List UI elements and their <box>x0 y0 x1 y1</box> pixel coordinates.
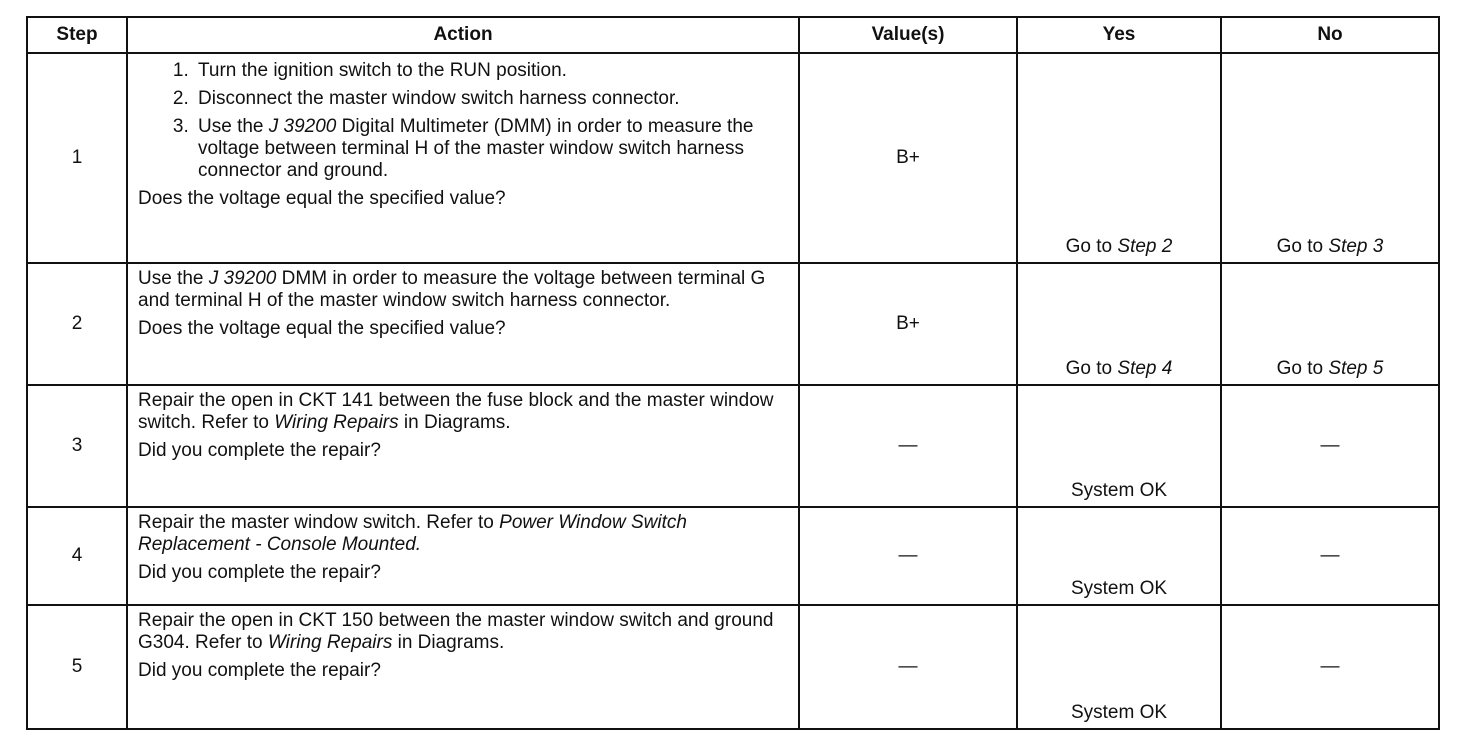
yes-cell: System OK <box>1017 605 1221 729</box>
step-reference: Step 4 <box>1117 358 1173 379</box>
no-cell: — <box>1221 605 1439 729</box>
header-no: No <box>1221 17 1439 53</box>
header-yes: Yes <box>1017 17 1221 53</box>
table-row <box>27 385 1439 507</box>
action-cell <box>127 605 799 729</box>
tool-reference: J 39200 <box>208 268 277 289</box>
action-cell <box>127 385 799 507</box>
question: Did you complete the repair? <box>138 440 381 461</box>
question: Does the voltage equal the specified value? <box>138 188 506 209</box>
table-row <box>27 53 1439 263</box>
value-cell: — <box>799 605 1017 729</box>
table-row <box>27 263 1439 385</box>
action-text <box>138 390 788 434</box>
text-fragment: in Diagrams. <box>398 412 511 433</box>
table-row <box>27 507 1439 605</box>
value-cell: — <box>799 507 1017 605</box>
reference-title: Power Window Switch Replacement - Console Mounted. <box>138 512 687 555</box>
step-number: 4 <box>27 507 127 605</box>
header-row <box>27 17 1439 53</box>
action-text <box>138 268 788 312</box>
text-fragment: Digital Multimeter (DMM) in order to measure the voltage between terminal H of the master window switch harness connector and ground. <box>198 116 754 181</box>
text-fragment: Go to <box>1276 358 1329 379</box>
text-fragment: in Diagrams. <box>392 632 505 653</box>
step-reference: Step 2 <box>1117 236 1173 257</box>
table-row <box>27 605 1439 729</box>
no-cell <box>1221 53 1439 263</box>
step-number: 3 <box>27 385 127 507</box>
text-fragment: Go to <box>1065 358 1118 379</box>
step-number: 5 <box>27 605 127 729</box>
text-fragment: Repair the master window switch. Refer to <box>138 512 500 533</box>
action-item <box>194 116 788 182</box>
no-cell <box>1221 263 1439 385</box>
action-list <box>138 60 788 182</box>
step-number: 1 <box>27 53 127 263</box>
text-fragment: Repair the open in CKT 141 between the fuse block and the master window switch. Refer to <box>138 390 774 433</box>
yes-cell <box>1017 53 1221 263</box>
action-text <box>138 512 788 556</box>
action-cell <box>127 53 799 263</box>
no-cell: — <box>1221 385 1439 507</box>
yes-cell: System OK <box>1017 385 1221 507</box>
action-cell <box>127 507 799 605</box>
action-item: 2. Disconnect the master window switch harness connector. <box>194 88 788 110</box>
reference-title: Wiring Repairs <box>267 632 393 653</box>
yes-cell <box>1017 263 1221 385</box>
no-cell: — <box>1221 507 1439 605</box>
value-cell: B+ <box>799 263 1017 385</box>
header-values: Value(s) <box>799 17 1017 53</box>
text-fragment: Go to <box>1276 236 1329 257</box>
text-fragment: Use the <box>138 268 209 289</box>
text-fragment: Go to <box>1065 236 1118 257</box>
step-number: 2 <box>27 263 127 385</box>
header-step: Step <box>27 17 127 53</box>
action-cell <box>127 263 799 385</box>
question: Did you complete the repair? <box>138 562 381 583</box>
text-fragment: DMM in order to measure the voltage between terminal G and terminal H of the master window switch harness connector. <box>138 268 766 311</box>
action-text <box>138 610 788 654</box>
question: Does the voltage equal the specified value? <box>138 318 506 339</box>
action-item: 1. Turn the ignition switch to the RUN position. <box>194 60 788 82</box>
header-action: Action <box>127 17 799 53</box>
yes-cell: System OK <box>1017 507 1221 605</box>
step-reference: Step 3 <box>1328 236 1384 257</box>
value-cell: — <box>799 385 1017 507</box>
diagnostic-table <box>26 16 1440 730</box>
step-reference: Step 5 <box>1328 358 1384 379</box>
question: Did you complete the repair? <box>138 660 381 681</box>
tool-reference: J 39200 <box>268 116 337 137</box>
reference-title: Wiring Repairs <box>274 412 399 433</box>
text-fragment: Repair the open in CKT 150 between the master window switch and ground G304. Refer to <box>138 610 774 653</box>
value-cell: B+ <box>799 53 1017 263</box>
text-fragment: Use the <box>198 116 269 137</box>
diagnostic-table-container <box>26 16 1438 730</box>
